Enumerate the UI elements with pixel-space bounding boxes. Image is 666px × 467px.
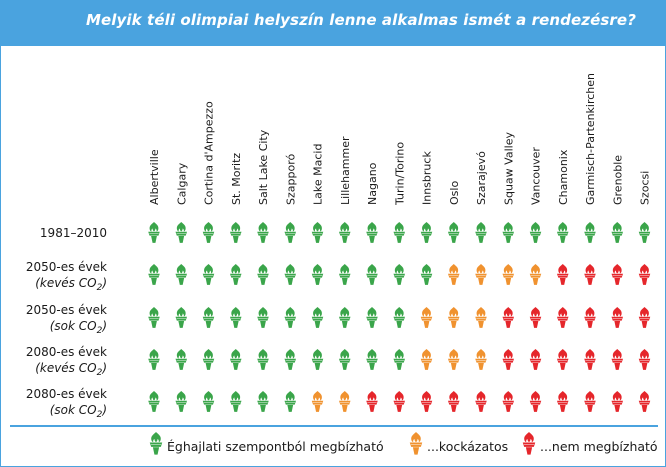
torch-icon: [148, 349, 160, 370]
torch-icon: [584, 391, 596, 412]
torch-icon: [639, 349, 651, 370]
torch-icon: [475, 222, 487, 243]
site-label: Lillehammer: [338, 136, 352, 205]
torch-icon: [502, 222, 514, 243]
torch-icon: [530, 264, 542, 285]
torch-icon: [284, 307, 296, 328]
site-label: Vancouver: [529, 147, 543, 205]
torch-icon: [475, 264, 487, 285]
torch-icon: [611, 264, 623, 285]
torch-icon: [393, 391, 405, 412]
torch-icon: [530, 222, 542, 243]
torch-icon: [557, 222, 569, 243]
legend-item-reliable: [147, 431, 384, 461]
torch-icon: [502, 264, 514, 285]
site-label: Lake Macid: [311, 143, 325, 205]
torch-icon: [284, 349, 296, 370]
torch-icon: [203, 307, 215, 328]
legend-item-risky: [407, 431, 509, 461]
torch-icon: [175, 391, 187, 412]
torch-icon: [366, 264, 378, 285]
torch-icon: [557, 391, 569, 412]
torch-icon: [312, 264, 324, 285]
torch-icon: [557, 264, 569, 285]
torch-icon: [366, 307, 378, 328]
legend-item-unreliable: [520, 431, 658, 461]
site-label: Chamonix: [556, 149, 570, 205]
torch-icon: [557, 349, 569, 370]
torch-icon: [312, 349, 324, 370]
site-label: St. Moritz: [229, 152, 243, 205]
torch-icon: [175, 222, 187, 243]
site-label: Turin/Torino: [393, 141, 407, 205]
torch-icon: [339, 391, 351, 412]
row-label: 2080-es évek: [25, 345, 107, 359]
torch-icon: [584, 264, 596, 285]
site-label: Garmisch-Partenkirchen: [584, 72, 597, 205]
site-label: Innsbruck: [420, 151, 434, 205]
torch-icon: [339, 222, 351, 243]
legend-label-unreliable: ...nem megbízható: [540, 439, 658, 454]
torch-icon: [284, 222, 296, 243]
torch-icon: [175, 264, 187, 285]
row-sublabel: (sok $CO_2$): [49, 403, 107, 420]
torch-icon: [530, 307, 542, 328]
torch-icon: [203, 349, 215, 370]
torch-icon: [257, 222, 269, 243]
legend-divider: [10, 425, 658, 427]
site-label: Cortina d'Ampezzo: [202, 101, 216, 205]
torch-icon: [284, 264, 296, 285]
torch-icon: [366, 222, 378, 243]
torch-icon: [312, 222, 324, 243]
torch-icon: [230, 349, 242, 370]
torch-icon: [339, 264, 351, 285]
torch-icon: [448, 264, 460, 285]
torch-icon: [448, 307, 460, 328]
site-label: Albertville: [148, 149, 161, 205]
legend-label-reliable: Éghajlati szempontból megbízható: [167, 439, 384, 454]
torch-icon: [448, 391, 460, 412]
torch-icon: [393, 222, 405, 243]
torch-icon: [611, 349, 623, 370]
torch-icon: [584, 222, 596, 243]
torch-icon: [366, 349, 378, 370]
row-sublabel: (kevés $CO_2$): [35, 361, 107, 378]
torch-icon: [502, 307, 514, 328]
torch-icon: [639, 222, 651, 243]
torch-icon: [448, 349, 460, 370]
row-label: 2050-es évek: [25, 260, 107, 274]
torch-icon: [530, 391, 542, 412]
site-label: Szapporó: [284, 153, 298, 205]
torch-icon: [639, 391, 651, 412]
torch-icon: [257, 391, 269, 412]
torch-icon: [339, 349, 351, 370]
torch-icon: [230, 307, 242, 328]
row-label: 1981–2010: [39, 226, 107, 240]
torch-icon: [421, 307, 433, 328]
torch-icon: [148, 391, 160, 412]
torch-icon: [475, 391, 487, 412]
row-sublabel: (sok $CO_2$): [49, 319, 107, 336]
torch-icon: [530, 349, 542, 370]
torch-icon: [502, 391, 514, 412]
site-label: Szocsi: [638, 170, 652, 205]
torch-icon: [393, 264, 405, 285]
site-label: Salt Lake City: [257, 129, 270, 205]
site-label: Calgary: [175, 162, 189, 205]
torch-icon: [611, 222, 623, 243]
torch-icon: [366, 391, 378, 412]
torch-icon: [475, 307, 487, 328]
torch-icon: [407, 431, 425, 457]
torch-icon: [339, 307, 351, 328]
torch-icon: [175, 349, 187, 370]
torch-icon: [230, 391, 242, 412]
row-label: 2050-es évek: [25, 303, 107, 317]
torch-icon: [257, 307, 269, 328]
site-label: Oslo: [447, 180, 461, 205]
torch-icon: [257, 264, 269, 285]
torch-icon: [502, 349, 514, 370]
site-label: Szarajevó: [475, 151, 488, 205]
row-label: 2080-es évek: [25, 387, 107, 401]
torch-icon: [312, 391, 324, 412]
torch-icon: [147, 431, 165, 457]
torch-icon: [284, 391, 296, 412]
site-label: Squaw Valley: [502, 132, 516, 205]
torch-icon: [523, 432, 535, 455]
torch-icon: [421, 349, 433, 370]
torch-icon: [639, 307, 651, 328]
torch-icon: [611, 391, 623, 412]
torch-icon: [611, 307, 623, 328]
torch-icon: [393, 307, 405, 328]
torch-icon: [312, 307, 324, 328]
row-sublabel: (kevés $CO_2$): [35, 276, 107, 293]
torch-icon: [150, 432, 162, 455]
torch-icon: [148, 222, 160, 243]
torch-icon: [230, 222, 242, 243]
chart-title: Melyik téli olimpiai helyszín lenne alkalmas ismét a rendezésre?: [85, 11, 636, 29]
torch-icon: [475, 349, 487, 370]
torch-icon: [584, 307, 596, 328]
torch-icon: [557, 307, 569, 328]
torch-icon: [148, 307, 160, 328]
torch-icon: [639, 264, 651, 285]
torch-icon: [175, 307, 187, 328]
torch-icon: [410, 432, 422, 455]
torch-icon: [421, 391, 433, 412]
torch-icon: [203, 391, 215, 412]
torch-icon: [520, 431, 538, 457]
legend-label-risky: ...kockázatos: [427, 439, 509, 454]
torch-icon: [421, 264, 433, 285]
torch-icon: [257, 349, 269, 370]
torch-icon: [448, 222, 460, 243]
torch-icon: [393, 349, 405, 370]
torch-icon: [203, 264, 215, 285]
torch-icon: [148, 264, 160, 285]
site-label: Nagano: [366, 162, 379, 205]
torch-icon: [230, 264, 242, 285]
site-label: Grenoble: [611, 154, 625, 205]
torch-icon: [584, 349, 596, 370]
torch-icon: [421, 222, 433, 243]
torch-icon: [203, 222, 215, 243]
